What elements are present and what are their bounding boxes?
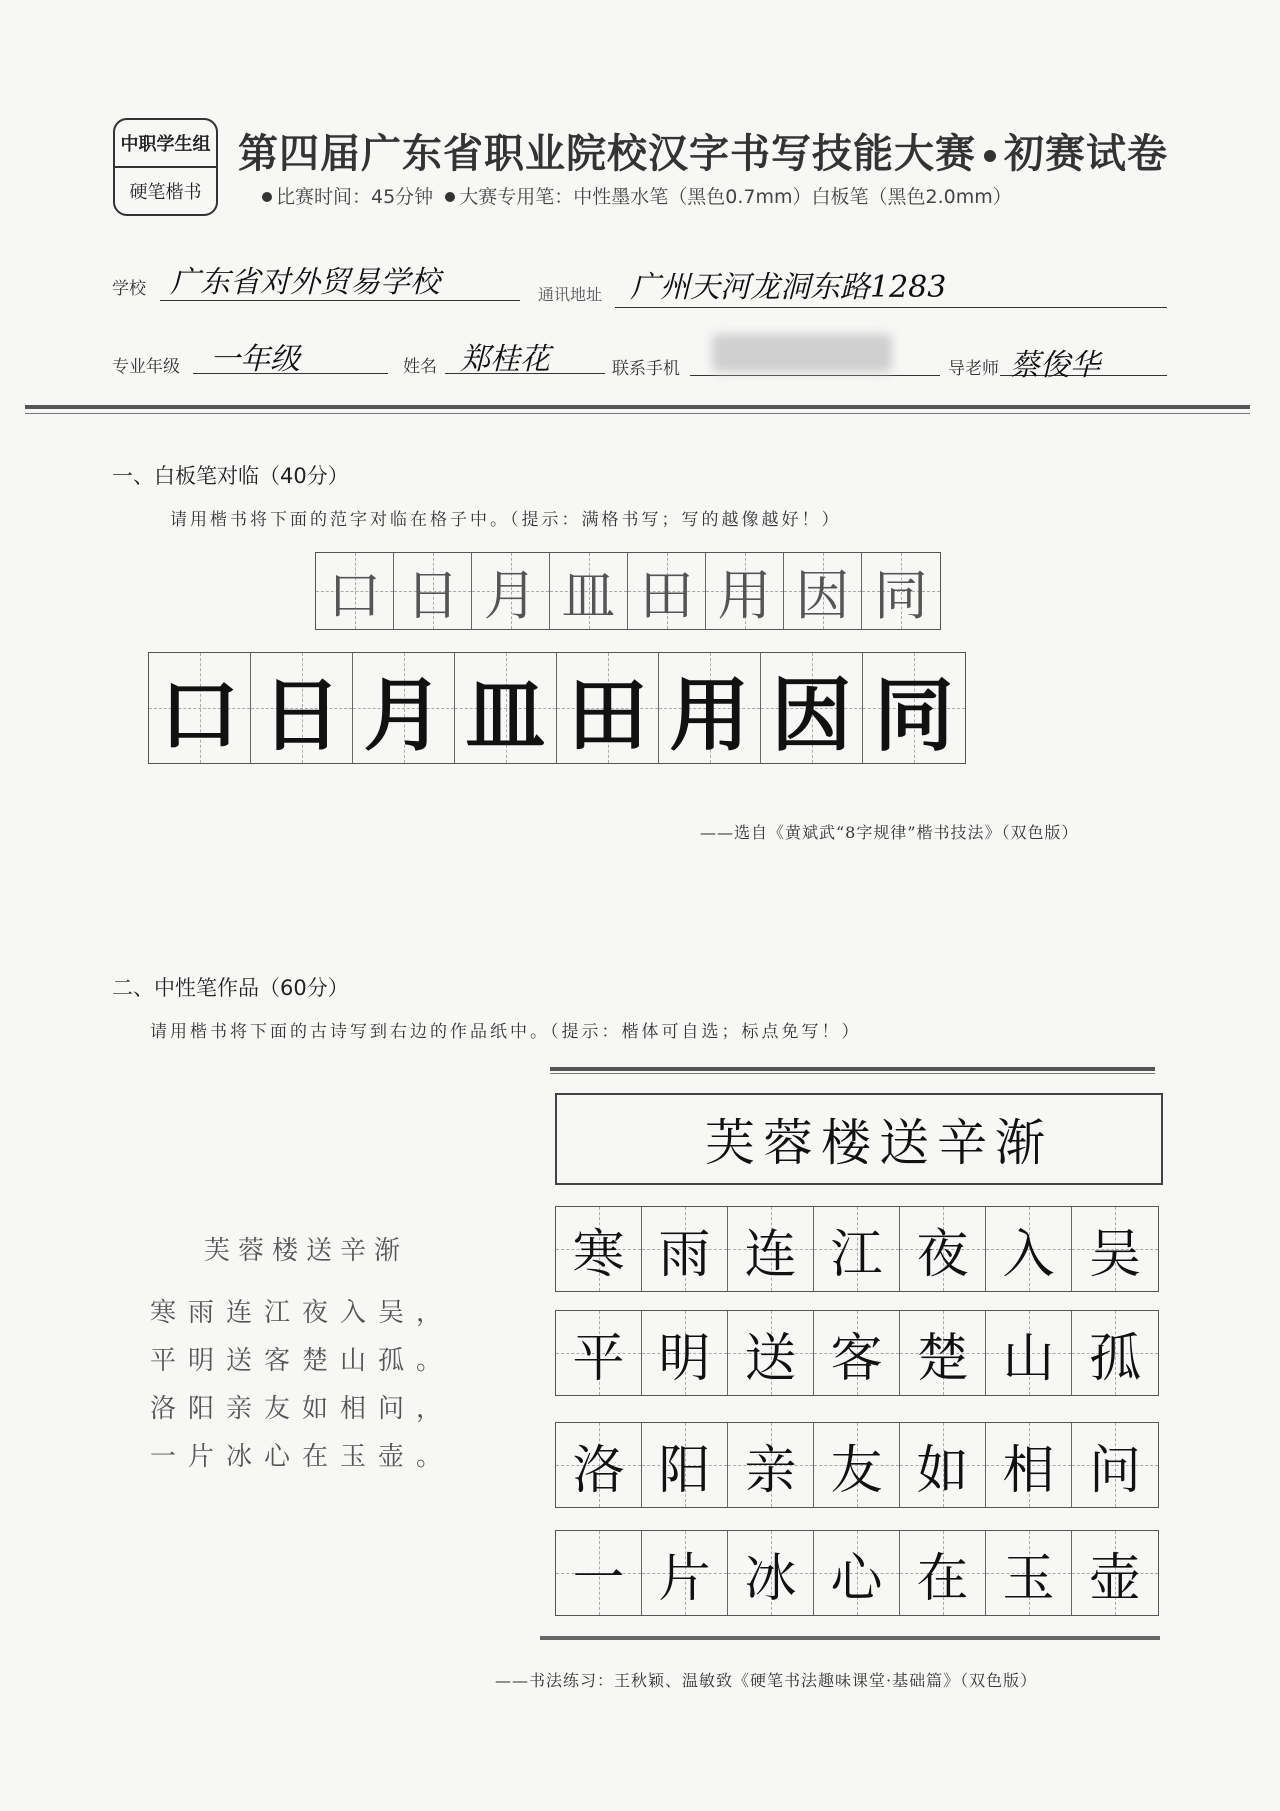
char-cell[interactable] bbox=[814, 1531, 900, 1615]
name-label: 姓名 bbox=[403, 357, 437, 377]
char: 冰 bbox=[744, 1548, 797, 1609]
char-cell[interactable] bbox=[556, 1311, 642, 1395]
paper-border-top bbox=[550, 1067, 1155, 1071]
char-cell[interactable] bbox=[761, 653, 863, 763]
work-row[interactable] bbox=[555, 1530, 1159, 1616]
char: 用 bbox=[717, 563, 772, 627]
divider-thick bbox=[25, 405, 1250, 409]
school-label: 学校 bbox=[112, 279, 146, 299]
section1-heading: 一、白板笔对临（40分） bbox=[112, 464, 349, 488]
section1-instruction: 请用楷书将下面的范字对临在格子中。（提示：满格书写；写的越像越好！） bbox=[170, 510, 842, 530]
char-cell[interactable] bbox=[642, 1423, 728, 1507]
char-cell[interactable] bbox=[1072, 1423, 1158, 1507]
char: 同 bbox=[874, 668, 954, 762]
char-cell[interactable] bbox=[728, 1423, 814, 1507]
char: 寒 bbox=[572, 1224, 625, 1285]
char-cell[interactable] bbox=[1072, 1531, 1158, 1615]
char: 口 bbox=[327, 563, 382, 627]
name-value[interactable]: 郑桂花 bbox=[460, 342, 550, 377]
char: 吴 bbox=[1088, 1224, 1141, 1285]
paper-border-top-thin bbox=[550, 1073, 1155, 1074]
section1-credit: ——选自《黄斌武“8字规律”楷书技法》（双色版） bbox=[700, 823, 1079, 842]
char-cell[interactable] bbox=[728, 1207, 814, 1291]
char: 亲 bbox=[744, 1440, 797, 1501]
char: 入 bbox=[1002, 1224, 1055, 1285]
char-cell[interactable] bbox=[728, 1531, 814, 1615]
practice-char-grid[interactable] bbox=[148, 652, 966, 764]
char-cell bbox=[706, 553, 784, 629]
char-cell[interactable] bbox=[900, 1423, 986, 1507]
char: 因 bbox=[771, 668, 852, 762]
address-line bbox=[615, 307, 1167, 308]
grade-label: 专业年级 bbox=[112, 357, 180, 377]
work-title-box[interactable] bbox=[555, 1093, 1163, 1185]
char: 在 bbox=[916, 1548, 969, 1609]
char: 口 bbox=[159, 668, 240, 762]
poem-title: 芙蓉楼送辛渐 bbox=[204, 1236, 409, 1266]
char: 月 bbox=[483, 563, 538, 627]
char-cell[interactable] bbox=[556, 1207, 642, 1291]
char: 心 bbox=[830, 1548, 883, 1609]
divider-thin bbox=[25, 413, 1250, 414]
char-cell[interactable] bbox=[900, 1207, 986, 1291]
char: 田 bbox=[567, 668, 648, 762]
char: 孤 bbox=[1088, 1328, 1141, 1389]
char-cell[interactable] bbox=[455, 653, 557, 763]
char-cell[interactable] bbox=[642, 1207, 728, 1291]
exam-time: 比赛时间：45分钟 bbox=[276, 186, 434, 208]
phone-label: 联系手机 bbox=[612, 359, 680, 379]
badge-group: 中职学生组 bbox=[115, 120, 216, 168]
teacher-value[interactable]: 蔡俊华 bbox=[1010, 348, 1100, 383]
exam-pen: 大赛专用笔：中性墨水笔（黑色0.7mm）白板笔（黑色2.0mm） bbox=[459, 186, 1012, 208]
school-value[interactable]: 广东省对外贸易学校 bbox=[170, 265, 440, 300]
char: 阳 bbox=[658, 1440, 711, 1501]
char: 日 bbox=[261, 668, 342, 762]
char-cell[interactable] bbox=[642, 1531, 728, 1615]
teacher-label: 导老师 bbox=[948, 359, 999, 379]
section2-heading: 二、中性笔作品（60分） bbox=[112, 976, 349, 1000]
char-cell[interactable] bbox=[1072, 1311, 1158, 1395]
char: 用 bbox=[669, 668, 750, 762]
char: 相 bbox=[1002, 1440, 1055, 1501]
address-label: 通讯地址 bbox=[538, 285, 603, 304]
char: 雨 bbox=[658, 1224, 711, 1285]
char-cell[interactable] bbox=[900, 1531, 986, 1615]
char-cell[interactable] bbox=[149, 653, 251, 763]
model-char-grid bbox=[315, 552, 941, 630]
char: 送 bbox=[744, 1328, 797, 1389]
char: 客 bbox=[830, 1328, 883, 1389]
poem-line: 一片冰心在玉壶。 bbox=[150, 1442, 455, 1472]
char-cell bbox=[862, 553, 940, 629]
poem-source bbox=[150, 1230, 454, 1481]
exam-info bbox=[262, 182, 1012, 209]
char: 问 bbox=[1088, 1440, 1141, 1501]
char-cell bbox=[472, 553, 550, 629]
char: 江 bbox=[830, 1224, 883, 1285]
char-cell[interactable] bbox=[814, 1311, 900, 1395]
char: 壶 bbox=[1088, 1548, 1141, 1609]
bullet-dot-icon bbox=[262, 192, 272, 202]
char-cell bbox=[394, 553, 472, 629]
char: 片 bbox=[658, 1548, 711, 1609]
phone-blurred[interactable] bbox=[712, 334, 892, 372]
work-row[interactable] bbox=[555, 1206, 1159, 1292]
char-cell[interactable] bbox=[863, 653, 965, 763]
char: 皿 bbox=[465, 668, 546, 762]
bullet-dot-icon bbox=[445, 192, 455, 202]
poem-line: 寒雨连江夜入吴， bbox=[150, 1298, 455, 1328]
char-cell[interactable] bbox=[986, 1311, 1072, 1395]
char-cell[interactable] bbox=[353, 653, 455, 763]
char-cell[interactable] bbox=[556, 1423, 642, 1507]
char: 连 bbox=[744, 1224, 797, 1285]
title-main: 第四届广东省职业院校汉字书写技能大赛 bbox=[238, 131, 976, 177]
char-cell bbox=[784, 553, 862, 629]
char-cell[interactable] bbox=[814, 1207, 900, 1291]
work-row[interactable] bbox=[555, 1310, 1159, 1396]
char-cell bbox=[550, 553, 628, 629]
char: 友 bbox=[830, 1440, 883, 1501]
char-cell bbox=[628, 553, 706, 629]
work-title: 芙蓉楼送辛渐 bbox=[705, 1114, 1053, 1172]
char-cell bbox=[316, 553, 394, 629]
poem-line: 平明送客楚山孤。 bbox=[150, 1346, 455, 1376]
char-cell[interactable] bbox=[251, 653, 353, 763]
category-badge bbox=[113, 118, 218, 216]
badge-style: 硬笔楷书 bbox=[129, 182, 202, 203]
char: 皿 bbox=[561, 563, 616, 627]
poem-line: 洛阳亲友如相问， bbox=[150, 1394, 455, 1424]
char-cell[interactable] bbox=[728, 1311, 814, 1395]
work-row[interactable] bbox=[555, 1422, 1159, 1508]
char: 洛 bbox=[572, 1440, 625, 1501]
exam-title bbox=[238, 122, 1168, 179]
char: 田 bbox=[639, 563, 694, 627]
bullet-dot-icon bbox=[984, 150, 996, 162]
char: 楚 bbox=[916, 1328, 969, 1389]
char-cell[interactable] bbox=[900, 1311, 986, 1395]
char-cell[interactable] bbox=[986, 1531, 1072, 1615]
char: 同 bbox=[874, 563, 928, 627]
char-cell[interactable] bbox=[986, 1207, 1072, 1291]
char-cell[interactable] bbox=[814, 1423, 900, 1507]
paper-border-bottom bbox=[540, 1636, 1160, 1640]
char-cell[interactable] bbox=[556, 1531, 642, 1615]
char: 一 bbox=[572, 1548, 625, 1609]
section2-credit: ——书法练习：王秋颖、温敏致《硬笔书法趣味课堂·基础篇》（双色版） bbox=[495, 1671, 1038, 1690]
char: 山 bbox=[1002, 1328, 1055, 1389]
char: 平 bbox=[572, 1328, 625, 1389]
grade-value[interactable]: 一年级 bbox=[210, 342, 300, 377]
char-cell[interactable] bbox=[659, 653, 761, 763]
char: 玉 bbox=[1002, 1548, 1055, 1609]
char-cell[interactable] bbox=[642, 1311, 728, 1395]
char-cell[interactable] bbox=[557, 653, 659, 763]
section2-instruction: 请用楷书将下面的古诗写到右边的作品纸中。（提示：楷体可自选；标点免写！） bbox=[150, 1022, 862, 1042]
title-tail: 初赛试卷 bbox=[1004, 131, 1168, 177]
char: 夜 bbox=[916, 1224, 969, 1285]
char: 因 bbox=[795, 563, 850, 627]
address-value[interactable]: 广州天河龙洞东路1283 bbox=[630, 270, 947, 305]
char: 日 bbox=[405, 563, 460, 627]
char-cell[interactable] bbox=[1072, 1207, 1158, 1291]
char-cell[interactable] bbox=[986, 1423, 1072, 1507]
phone-line bbox=[690, 375, 940, 376]
char: 如 bbox=[916, 1440, 969, 1501]
char: 月 bbox=[363, 668, 444, 762]
char: 明 bbox=[658, 1328, 711, 1389]
